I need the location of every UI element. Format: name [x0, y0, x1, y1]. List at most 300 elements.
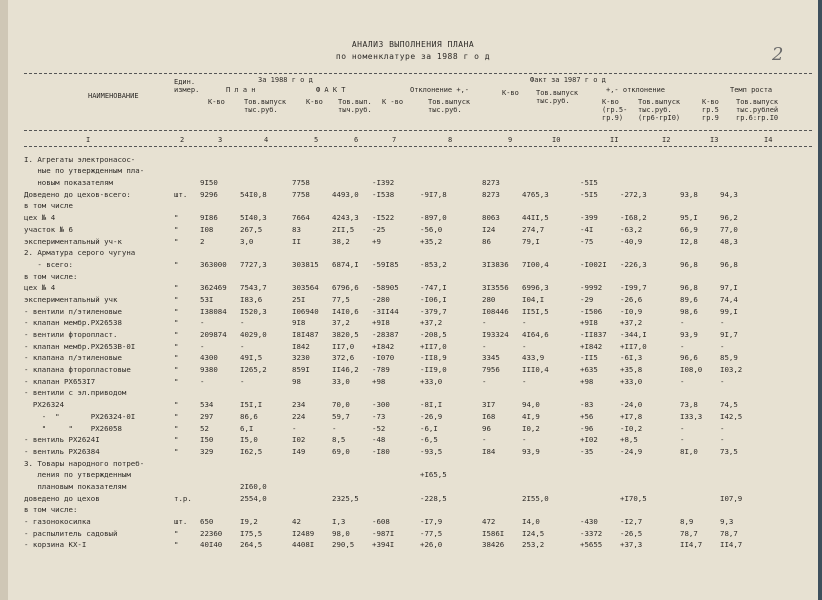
value-cell: II7,0	[332, 341, 355, 351]
value-cell: 4765,3	[522, 189, 549, 199]
value-cell: 73,8	[680, 400, 698, 410]
value-cell: -	[240, 341, 245, 351]
value-cell	[292, 468, 332, 480]
value-cell: -I506	[580, 306, 603, 316]
table-row	[24, 222, 810, 234]
value-cell	[420, 503, 482, 515]
col-num-14: I4	[764, 136, 773, 144]
value-cell: -26,6	[620, 294, 643, 304]
value-cell	[372, 164, 420, 176]
value-cell: +I842	[580, 341, 603, 351]
value-cell: 290,5	[332, 540, 355, 550]
document-page	[8, 0, 818, 600]
value-cell	[292, 246, 332, 258]
row-name-cell: Доведено до цехов-всего:	[24, 189, 131, 199]
value-cell: +9I8	[372, 318, 390, 328]
value-cell: 7758	[292, 178, 310, 188]
value-cell	[720, 246, 810, 258]
value-cell: +9I8	[580, 318, 598, 328]
value-cell: -4I	[580, 224, 594, 234]
value-cell	[720, 386, 810, 398]
row-name-cell: новым показателям	[24, 178, 113, 188]
value-cell: 98	[292, 376, 301, 386]
unit-cell	[174, 246, 200, 258]
value-cell	[720, 152, 810, 164]
row-name-cell: доведено до цехов	[24, 493, 100, 503]
value-cell	[522, 269, 580, 281]
header-year1988: За 1988 г о д	[258, 76, 313, 84]
value-cell: 9296	[200, 189, 218, 199]
value-cell: +37,2	[420, 318, 443, 328]
row-name-cell: РХ26324	[24, 400, 65, 410]
value-cell: +35,2	[420, 236, 443, 246]
value-cell: 234	[292, 400, 306, 410]
value-cell: I83,6	[240, 294, 263, 304]
value-cell: 8063	[482, 213, 500, 223]
table-row	[24, 234, 810, 246]
value-cell	[372, 479, 420, 491]
value-cell: -	[482, 318, 487, 328]
value-cell	[680, 491, 720, 503]
value-cell: +5655	[580, 540, 603, 550]
value-cell: 267,5	[240, 224, 263, 234]
value-cell	[200, 246, 240, 258]
table-row	[24, 421, 810, 433]
value-cell: 93,8	[680, 189, 698, 199]
value-cell: -I522	[372, 213, 395, 223]
value-cell	[720, 269, 810, 281]
value-cell: 363000	[200, 259, 227, 269]
value-cell	[372, 468, 420, 480]
value-cell: -	[720, 318, 725, 328]
value-cell: 6,I	[240, 423, 254, 433]
value-cell	[372, 269, 420, 281]
subheader-dev2-qty: К-во (гр.5- гр.9)	[602, 98, 628, 122]
table-row	[24, 292, 810, 304]
table-row	[24, 479, 810, 491]
value-cell	[580, 152, 620, 164]
value-cell	[372, 199, 420, 211]
value-cell: +635	[580, 365, 598, 375]
value-cell	[720, 503, 810, 515]
value-cell	[522, 246, 580, 258]
unit-cell: "	[174, 411, 179, 421]
value-cell: -I0,2	[620, 423, 643, 433]
value-cell: -987I	[372, 528, 395, 538]
value-cell: -	[680, 376, 685, 386]
col-num-3: 3	[218, 136, 223, 144]
value-cell: 3820,5	[332, 330, 359, 339]
value-cell	[292, 503, 332, 515]
table-row	[24, 397, 810, 409]
header-plan: П л а н	[226, 86, 256, 94]
value-cell: -	[200, 376, 205, 386]
value-cell	[200, 456, 240, 468]
subheader-dev2-output: Тов.выпуск тыс.руб. (гр6-грI0)	[638, 98, 681, 122]
value-cell: II5I,5	[522, 306, 549, 316]
value-cell: 52	[200, 423, 209, 433]
value-cell: -59I85	[372, 259, 399, 269]
table-row	[24, 503, 810, 515]
value-cell: 2325,5	[332, 493, 359, 503]
value-cell	[720, 456, 810, 468]
table-row	[24, 281, 810, 293]
value-cell: +I7,8	[620, 411, 643, 421]
value-cell: -344,I	[620, 330, 647, 339]
row-name-cell: - клапана п/этиленовые	[24, 353, 122, 363]
value-cell: -52	[372, 423, 386, 433]
value-cell	[292, 199, 332, 211]
unit-cell	[174, 386, 200, 398]
value-cell: 8,9	[680, 517, 694, 526]
header-deviation2: +,- отклонение	[606, 86, 666, 94]
value-cell	[620, 199, 680, 211]
value-cell: 5I40,3	[240, 213, 267, 223]
value-cell: -	[522, 376, 527, 386]
value-cell	[292, 386, 332, 398]
value-cell: -853,2	[420, 259, 447, 269]
value-cell: I08	[200, 224, 214, 234]
value-cell	[482, 199, 522, 211]
row-name-cell: ления по утвержденным	[24, 470, 131, 480]
value-cell	[200, 164, 240, 176]
row-name-cell: в том числе:	[24, 505, 78, 515]
value-cell: I08,0	[680, 365, 703, 375]
value-cell: 329	[200, 446, 214, 456]
value-cell: 224	[292, 411, 306, 421]
subheader-dev-qty: К -во	[382, 98, 404, 106]
value-cell	[720, 164, 810, 176]
row-name-cell: цех № 4	[24, 283, 56, 293]
value-cell: -	[482, 376, 487, 386]
col-num-2: 2	[180, 136, 185, 144]
value-cell	[680, 152, 720, 164]
value-cell: 2I60,0	[240, 481, 267, 491]
subheader-plan-output: Тов.выпуск тыс.руб.	[244, 98, 287, 114]
value-cell: 4I,9	[522, 411, 540, 421]
value-cell: I520,3	[240, 306, 267, 316]
value-cell: I02	[292, 435, 306, 445]
value-cell: +II7,0	[420, 341, 447, 351]
value-cell: 74,5	[720, 400, 738, 410]
header-bottom-rule	[24, 146, 812, 147]
table-row	[24, 246, 810, 258]
value-cell	[292, 456, 332, 468]
value-cell	[482, 456, 522, 468]
value-cell	[720, 175, 810, 187]
value-cell	[620, 246, 680, 258]
unit-cell	[174, 152, 200, 164]
subheader-fact-qty: К-во	[306, 98, 323, 106]
value-cell: 9I,7	[720, 330, 738, 339]
value-cell: -I06,I	[420, 294, 447, 304]
table-row	[24, 374, 810, 386]
value-cell: -96	[580, 423, 594, 433]
value-cell: 86	[482, 236, 491, 246]
value-cell: I49	[292, 446, 306, 456]
value-cell: I84	[482, 446, 496, 456]
value-cell: 86,6	[240, 411, 258, 421]
value-cell	[200, 386, 240, 398]
value-cell	[680, 269, 720, 281]
value-cell: -26,9	[420, 411, 443, 421]
col-num-10: I0	[552, 136, 561, 144]
value-cell	[620, 164, 680, 176]
value-cell: -379,7	[420, 306, 447, 316]
value-cell: -II8,9	[420, 353, 447, 363]
value-cell	[240, 164, 292, 176]
value-cell	[292, 491, 332, 503]
unit-cell: "	[174, 306, 179, 316]
value-cell: -280	[372, 294, 390, 304]
value-cell: 66,9	[680, 224, 698, 234]
value-cell	[482, 164, 522, 176]
value-cell	[200, 479, 240, 491]
value-cell: -	[522, 435, 527, 445]
value-cell: 85,9	[720, 353, 738, 363]
value-cell	[522, 386, 580, 398]
value-cell	[580, 456, 620, 468]
row-name-cell: экспериментальный уч-к	[24, 236, 122, 246]
value-cell	[620, 479, 680, 491]
value-cell: -I002I	[580, 259, 607, 269]
value-cell: -	[720, 341, 725, 351]
value-cell	[332, 199, 372, 211]
value-cell	[680, 164, 720, 176]
value-cell	[620, 269, 680, 281]
row-name-cell: в том числе:	[24, 271, 78, 281]
col-num-5: 5	[314, 136, 319, 144]
value-cell: 4408I	[292, 540, 315, 550]
value-cell: -58905	[372, 283, 399, 293]
value-cell: -226,3	[620, 259, 647, 269]
value-cell: 96,8	[680, 259, 698, 269]
value-cell: -747,I	[420, 283, 447, 293]
table-row	[24, 175, 810, 187]
value-cell: 7727,3	[240, 259, 267, 269]
value-cell: 859I	[292, 365, 310, 375]
value-cell: 3230	[292, 353, 310, 363]
value-cell: II4,7	[720, 540, 743, 550]
subheader-1987-qty: К-во	[502, 89, 519, 97]
value-cell: 303815	[292, 259, 319, 269]
row-name-cell: - клапана фторопластовые	[24, 365, 131, 375]
row-name-cell: ные по утвержденным пла-	[24, 166, 145, 176]
value-cell: -II9,0	[420, 365, 447, 375]
value-cell: 9380	[200, 365, 218, 375]
value-cell: 98,0	[332, 528, 350, 538]
value-cell: 9,3	[720, 517, 734, 526]
value-cell: -	[482, 435, 487, 445]
col-num-4: 4	[264, 136, 269, 144]
value-cell: +394I	[372, 540, 395, 550]
value-cell: 264,5	[240, 540, 263, 550]
value-cell: 6796,6	[332, 283, 359, 293]
value-cell: 89,6	[680, 294, 698, 304]
value-cell: I06940	[292, 306, 319, 316]
value-cell: 274,7	[522, 224, 545, 234]
value-cell: +33,0	[420, 376, 443, 386]
value-cell	[580, 386, 620, 398]
row-name-cell: - вентили п/этиленовые	[24, 306, 122, 316]
value-cell: 6874,I	[332, 259, 359, 269]
value-cell: I24	[482, 224, 496, 234]
value-cell: -56,0	[420, 224, 443, 234]
row-name-cell: 3. Товары народного потреб-	[24, 458, 145, 468]
value-cell: -208,5	[420, 330, 447, 339]
value-cell: -83	[580, 400, 594, 410]
value-cell	[482, 386, 522, 398]
value-cell: 79,I	[522, 236, 540, 246]
value-cell: -24,0	[620, 400, 643, 410]
row-name-cell: цех № 4	[24, 213, 56, 223]
unit-cell: "	[174, 423, 179, 433]
unit-cell: "	[174, 376, 179, 386]
value-cell: I93324	[482, 330, 509, 339]
unit-cell: "	[174, 318, 179, 328]
value-cell: II	[292, 236, 301, 246]
value-cell: 253,2	[522, 540, 545, 550]
value-cell: 4493,0	[332, 189, 359, 199]
value-cell: 93,9	[680, 330, 698, 339]
value-cell: 8,5	[332, 435, 346, 445]
value-cell: I75,5	[240, 528, 263, 538]
value-cell	[720, 479, 810, 491]
header-unit: Един. измер.	[174, 78, 200, 94]
value-cell: -6,I	[420, 423, 438, 433]
value-cell	[580, 199, 620, 211]
value-cell: 2554,0	[240, 493, 267, 503]
value-cell: III0,4	[522, 365, 549, 375]
value-cell	[680, 456, 720, 468]
row-name-cell: - корзина КХ-I	[24, 540, 87, 550]
value-cell: -	[200, 318, 205, 328]
value-cell: -	[240, 376, 245, 386]
table-row	[24, 339, 810, 351]
value-cell	[240, 468, 292, 480]
row-name-cell: - вентиль РХ26384	[24, 446, 100, 456]
value-cell: -	[240, 318, 245, 328]
value-cell: 2II,5	[332, 224, 355, 234]
table-row	[24, 386, 810, 398]
value-cell: -	[200, 341, 205, 351]
value-cell: 77,5	[332, 294, 350, 304]
unit-cell: "	[174, 259, 179, 269]
value-cell: +9	[372, 236, 381, 246]
value-cell: 69,0	[332, 446, 350, 456]
value-cell: -300	[372, 400, 390, 410]
row-name-cell: участок № 6	[24, 224, 73, 234]
data-table	[24, 152, 810, 549]
value-cell	[620, 175, 680, 187]
value-cell: I33,3	[680, 411, 703, 421]
header-deviation: Отклонение +,-	[410, 86, 470, 94]
subheader-dev-output: Тов.выпуск тыс.руб.	[428, 98, 471, 114]
table-row	[24, 316, 810, 328]
value-cell: -35	[580, 446, 594, 456]
unit-cell	[174, 199, 200, 211]
value-cell: -75	[580, 236, 594, 246]
unit-cell: "	[174, 213, 179, 223]
value-cell: 54I0,8	[240, 189, 267, 199]
value-cell: 94,3	[720, 189, 738, 199]
value-cell	[372, 152, 420, 164]
row-name-cell: - клапан мембр.РХ26538	[24, 318, 122, 328]
header-name: НАИМЕНОВАНИЕ	[88, 92, 139, 100]
table-row	[24, 304, 810, 316]
value-cell	[482, 269, 522, 281]
value-cell: -228,5	[420, 493, 447, 503]
value-cell	[420, 175, 482, 187]
value-cell	[420, 199, 482, 211]
value-cell: I08446	[482, 306, 509, 316]
value-cell: 93,9	[522, 446, 540, 456]
unit-cell: шт.	[174, 517, 188, 526]
value-cell: 209874	[200, 330, 227, 339]
row-name-cell: 2. Арматура серого чугуна	[24, 248, 136, 258]
value-cell: II4,7	[680, 540, 703, 550]
value-cell	[680, 503, 720, 515]
value-cell: -63,2	[620, 224, 643, 234]
value-cell: I0,2	[522, 423, 540, 433]
value-cell	[240, 199, 292, 211]
value-cell: I4I0,6	[332, 306, 359, 316]
value-cell	[420, 269, 482, 281]
subheader-fact-output: Тов.вып. тыч.руб.	[338, 98, 372, 114]
col-num-7: 7	[392, 136, 397, 144]
value-cell: 297	[200, 411, 214, 421]
value-cell: I42,5	[720, 411, 743, 421]
value-cell: 53I	[200, 294, 214, 304]
value-cell: 42	[292, 517, 301, 526]
value-cell	[482, 152, 522, 164]
value-cell: -77,5	[420, 528, 443, 538]
value-cell	[420, 246, 482, 258]
table-row	[24, 257, 810, 269]
unit-cell: "	[174, 294, 179, 304]
table-row	[24, 468, 810, 480]
value-cell	[200, 468, 240, 480]
value-cell: +35,8	[620, 365, 643, 375]
value-cell: 96,2	[720, 213, 738, 223]
value-cell: I842	[292, 341, 310, 351]
row-name-cell: - вентиль РХ2624I	[24, 435, 100, 445]
subheader-plan-qty: К-во	[208, 98, 225, 106]
value-cell: 4243,3	[332, 213, 359, 223]
row-name-cell: - клапан РХ653I7	[24, 376, 96, 386]
value-cell: -	[680, 318, 685, 328]
value-cell	[580, 503, 620, 515]
value-cell: 38,2	[332, 236, 350, 246]
table-row	[24, 444, 810, 456]
table-row	[24, 433, 810, 445]
value-cell: 4029,0	[240, 330, 267, 339]
page-subtitle: по номенклатуре за 1988 г о д	[335, 52, 491, 61]
value-cell	[482, 491, 522, 503]
value-cell: -	[720, 376, 725, 386]
value-cell	[482, 479, 522, 491]
value-cell: 94,0	[522, 400, 540, 410]
table-row	[24, 362, 810, 374]
value-cell	[240, 456, 292, 468]
value-cell	[522, 164, 580, 176]
value-cell: +II7,0	[620, 341, 647, 351]
value-cell	[482, 468, 522, 480]
value-cell	[420, 386, 482, 398]
value-cell: 3,0	[240, 236, 254, 246]
value-cell	[240, 503, 292, 515]
value-cell: 650	[200, 517, 214, 526]
